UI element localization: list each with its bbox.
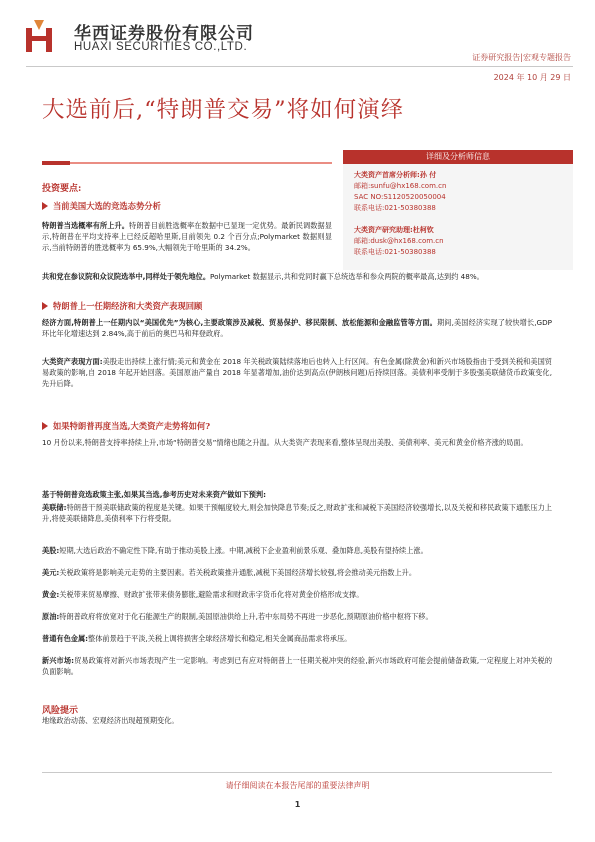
section-3-title: 如果特朗普再度当选,大类资产走势将如何?: [53, 421, 211, 431]
paragraph-3-text: 期间,美国经济实现了较快增长,GDP 环比年化增速达到 2.84%,高于前后的奥巴马和拜登政府。: [42, 318, 552, 338]
paragraph-12: [42, 634, 552, 645]
analyst-2-email[interactable]: 邮箱:dusk@hx168.com.cn: [354, 237, 444, 245]
analyst-1-email[interactable]: 邮箱:sunfu@hx168.com.cn: [354, 182, 447, 190]
page-number: 1: [294, 800, 301, 809]
paragraph-4: [42, 357, 552, 389]
paragraph-13-text: 贸易政策将对新兴市场表现产生一定影响。考虑到已有应对特朗普上一任期关税冲突的经验,新兴市场政府可能会提前储备政策,一定程度上对冲关税的负面影响。: [42, 656, 553, 676]
header-divider: [26, 66, 573, 67]
key-points-heading: 投资要点:: [42, 184, 82, 194]
report-type: 证券研究报告|宏观专题报告: [472, 53, 571, 62]
paragraph-13-lead: 新兴市场:: [42, 656, 74, 665]
analyst-2-name: 杜柯钦: [412, 226, 434, 234]
section-1-heading: [42, 200, 161, 212]
paragraph-10: [42, 590, 552, 601]
analyst-2-role: 大类资产研究助理:: [354, 226, 413, 234]
title-underline: [42, 162, 332, 164]
paragraph-11: [42, 612, 552, 623]
paragraph-4-lead: 大类资产表现方面:: [42, 357, 103, 366]
paragraph-8: [42, 546, 552, 557]
paragraph-7-text: 特朗普干预美联储政策的程度是关键。如果干预幅度较大,则会加快降息节奏;反之,财政扩张和减税下美国经济较强增长,以及关税和移民政策下通胀压力上升,将使美联储降息,美债利率下行将受限。: [42, 503, 552, 523]
report-title: 大选前后,“特朗普交易”将如何演绎: [42, 97, 405, 123]
paragraph-3-lead: 经济方面,特朗普上一任期内以“美国优先”为核心,主要政策涉及减税、贸易保护、移民限制、放松能源和金融监管等方面。: [42, 318, 437, 327]
analyst-panel-heading: 详细及分析师信息: [343, 150, 573, 164]
risk-heading: 风险提示: [42, 706, 79, 716]
analyst-1-phone: 联系电话:021-50380388: [354, 204, 436, 212]
paragraph-7-lead: 美联储:: [42, 503, 67, 512]
paragraph-7: [42, 503, 552, 525]
legal-notice: 请仔细阅读在本报告尾部的重要法律声明: [225, 781, 370, 790]
paragraph-12-text: 整体前景趋于平淡,关税上调将损害全球经济增长和稳定,相关金属商品需求将承压。: [88, 634, 352, 643]
paragraph-5: [42, 438, 552, 449]
paragraph-6: [42, 490, 552, 501]
analyst-1-title: [354, 170, 436, 180]
triangle-bullet-icon: [42, 202, 48, 210]
report-date: 2024 年 10 月 29 日: [493, 73, 571, 82]
section-1-title: 当前美国大选的竞选态势分析: [53, 201, 161, 211]
analyst-1-name: 孙 付: [419, 171, 437, 179]
company-name-cn: 华西证券股份有限公司: [74, 24, 254, 44]
paragraph-11-lead: 原油:: [42, 612, 60, 621]
paragraph-3: [42, 318, 552, 340]
analyst-1-sac: SAC NO:S1120520050004: [354, 193, 446, 201]
paragraph-6-lead: 基于特朗普竞选政策主张,如果其当选,参考历史对未来资产做如下预判:: [42, 490, 266, 499]
paragraph-1-lead: 特朗普当选概率有所上升。: [42, 221, 130, 230]
triangle-bullet-icon: [42, 302, 48, 310]
analyst-1-role: 大类资产首席分析师:: [354, 171, 420, 179]
paragraph-9-lead: 美元:: [42, 568, 60, 577]
analyst-2-title: [354, 225, 434, 235]
risk-text: 地缘政治动荡、宏观经济出现超预期变化。: [42, 716, 179, 725]
section-2-title: 特朗普上一任期经济和大类资产表现回顾: [53, 301, 203, 311]
analyst-2-phone: 联系电话:021-50380388: [354, 248, 436, 256]
paragraph-12-lead: 普通有色金属:: [42, 634, 88, 643]
company-logo-icon: [26, 20, 52, 52]
paragraph-2-lead: 共和党在参议院和众议院选举中,同样处于领先地位。: [42, 272, 211, 281]
paragraph-13: [42, 656, 552, 678]
paragraph-4-text: 美股走出持续上涨行情;美元和黄金在 2018 年关税政策陆续落地后也转入上行区间。有色金属(除黄金)和新兴市场股指由于受到关税和美国贸易政策的影响,自 2018 年起开始回落。美国原油产量自 2018 年显著增加,油价达到高点(伊朗核问题)后持续回落。美债利率受制于多股强美联储货币政策变化,先升后降。: [42, 357, 552, 388]
triangle-bullet-icon: [42, 422, 48, 430]
paragraph-2-text: Polymarket 数据显示,共和党同时赢下总统选举和参众两院的概率最高,达到约 48%。: [210, 272, 484, 281]
paragraph-1: [42, 221, 332, 253]
section-3-heading: [42, 420, 210, 432]
paragraph-9-text: 关税政策将是影响美元走势的主要因素。若关税政策推升通胀,减税下美国经济增长较强,将会推动美元指数上升。: [59, 568, 417, 577]
section-2-heading: [42, 300, 202, 312]
title-underline-accent: [42, 161, 70, 165]
footer-divider: [42, 772, 552, 773]
paragraph-9: [42, 568, 552, 579]
paragraph-10-lead: 黄金:: [42, 590, 60, 599]
paragraph-10-text: 关税带来贸易摩擦、财政扩张带来债务膨胀,避险需求和财政赤字货币化将对黄金价格形成支撑。: [59, 590, 364, 599]
paragraph-8-lead: 美股:: [42, 546, 60, 555]
paragraph-11-text: 特朗普政府将放宽对于化石能源生产的限制,美国原油供给上升,若中东局势不再进一步恶化,预期原油价格中枢将下移。: [59, 612, 433, 621]
paragraph-8-text: 短期,大选后政治不确定性下降,有助于推动美股上涨。中期,减税下企业盈利前景乐观、叠加降息,美股有望持续上涨。: [59, 546, 428, 555]
company-name-en: HUAXI SECURITIES CO.,LTD.: [74, 41, 248, 53]
paragraph-2: [42, 272, 552, 283]
paragraph-5-text: 10 月份以来,特朗普支持率持续上升,市场“特朗普交易”情绪也随之升温。从大类资产表现来看,整体呈现出美股、美债利率、美元和黄金价格齐涨的局面。: [42, 438, 528, 447]
paragraph-1-text: 特朗普目前胜选概率在数据中已显现一定优势。最新民调数据显示,特朗普在平均支持率上已经反超哈里斯,目前领先 0.2 个百分点;Polymarket 数据则显示,当前特朗普的胜选概率为 65.9%,大幅领先于哈里斯的 34.2%。: [42, 221, 332, 252]
